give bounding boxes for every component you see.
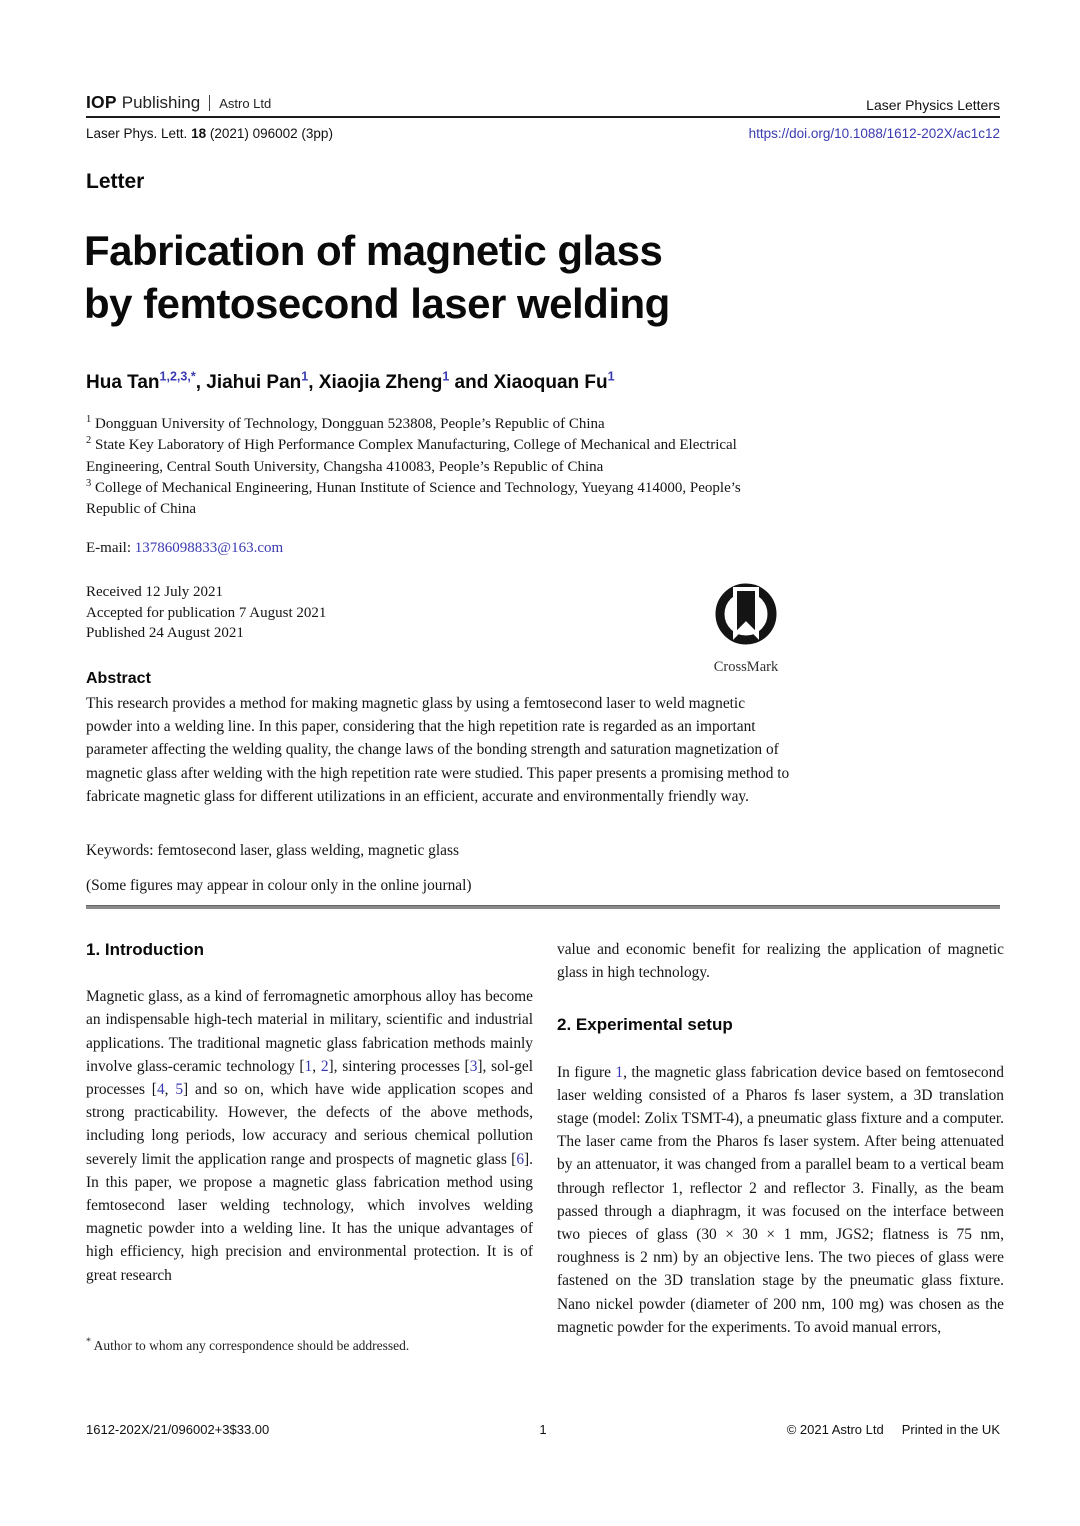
body-column-left [86, 938, 533, 1287]
published-date: Published 24 August 2021 [86, 625, 244, 642]
affiliation-2 [86, 435, 786, 478]
journal-name: Laser Physics Letters [866, 97, 1000, 113]
citation-line: Laser Phys. Lett. 18 (2021) 096002 (3pp) [86, 126, 333, 141]
section-1-heading: 1. Introduction [86, 940, 205, 959]
inline-link[interactable]: 5 [175, 1081, 184, 1099]
header-rule [86, 116, 1000, 118]
abstract-text: This research provides a method for making magnetic glass by using a femtosecond laser to weld magnetic powder into a welding line. In this paper, considering that the high repetition rate is regarded as an important parameter affecting the welding quality, the change laws of the bonding strength and saturation magnetization of magnetic glass after welding with the high repetition rate were studied. This paper presents a promising method to fabricate magnetic glass for different utilizations in an efficient, accurate and environmentally friendly way. [86, 695, 790, 805]
inline-link[interactable]: 6 [516, 1150, 525, 1168]
keywords-line: Keywords: femtosecond laser, glass welding, magnetic glass [86, 842, 459, 859]
inline-link[interactable]: 2 [320, 1057, 329, 1075]
email-line [86, 540, 283, 557]
affiliation-1-text: Dongguan University of Technology, Dongguan 523808, People’s Republic of China [91, 416, 605, 432]
inline-link[interactable]: 1 [301, 369, 309, 384]
affiliation-1-number: 1 [86, 414, 92, 425]
affiliation-3 [86, 478, 786, 521]
printed-text: Printed in the UK [901, 1422, 1000, 1437]
divider [209, 95, 210, 111]
body-column-right [557, 938, 1004, 1339]
inline-link[interactable]: 4 [156, 1081, 165, 1099]
crossmark-icon [708, 581, 784, 653]
corresponding-author-footnote: * Author to whom any correspondence should be addressed. [86, 1336, 410, 1353]
page-number: 1 [539, 1422, 547, 1437]
inline-link[interactable]: 1 [304, 1057, 313, 1075]
issn-price: 1612-202X/21/096002+3$33.00 [86, 1422, 270, 1437]
introduction-paragraph: Magnetic glass, as a kind of ferromagnetic amorphous alloy has become an indispensable high-tech material in military, scientific and industrial applications. The traditional magnetic glass fabrication methods mainly involve glass-ceramic technology [1, 2], sintering processes [3], sol-gel processes [4, 5] and so on, which have wide application scopes and strong practicability. However, the defects of the above methods, including long periods, low accuracy and serious chemical pollution severely limit the application range and prospects of magnetic glass [6]. In this paper, we propose a magnetic glass fabrication method using femtosecond laser welding technology, which involves welding magnetic powder into a welding line. It has the unique advantages of high efficiency, high precision and environmental protection. It is of great research [86, 988, 533, 1284]
email-link[interactable]: 13786098833@163.com [134, 540, 284, 556]
figures-note: (Some figures may appear in colour only in the online journal) [86, 877, 472, 894]
article-dates [86, 582, 326, 644]
inline-link[interactable]: 1,2,3,* [159, 369, 196, 384]
crossmark-badge[interactable] [703, 581, 789, 676]
doi-link[interactable]: https://doi.org/10.1088/1612-202X/ac1c12 [748, 126, 1000, 141]
article-type-label: Letter [86, 170, 145, 193]
inline-link[interactable]: 1 [615, 1063, 624, 1081]
publisher-logo [86, 92, 271, 113]
inline-link[interactable]: 3 [469, 1057, 478, 1075]
experimental-setup-paragraph: In figure 1, the magnetic glass fabrication device based on femtosecond laser welding consisted of a Pharos fs laser system, a 3D translation stage (model: Zolix TSMT-4), a pneumatic glass fixture and a computer. The laser came from the Pharos fs laser system. After being attenuated by an attenuator, it was changed from a parallel beam to a vertical beam through reflector 1, reflector 2 and reflector 3. Finally, as the beam passed through a diaphragm, it was focused on the interface between two pieces of glass (30 × 30 × 1 mm, JGS2; flatness is 75 nm, roughness is 2 nm) by an objective lens. The two pieces of glass were fastened on the 3D translation stage by the pneumatic glass fixture. Nano nickel powder (diameter of 200 nm, 100 mg) was chosen as the magnetic powder for the experiments. To avoid manual errors, [557, 1063, 1004, 1336]
accepted-date: Accepted for publication 7 August 2021 [86, 604, 327, 621]
section-2-heading: 2. Experimental setup [557, 1015, 733, 1035]
section-divider-rule [86, 905, 1000, 909]
inline-link[interactable]: 1 [442, 369, 450, 384]
authors-line: Hua Tan$^{1,2,3,*}$, Jiahui Pan$^1$, Xiaojia Zheng$^1$ and Xiaoquan Fu$^1$ [86, 369, 615, 393]
inline-link[interactable]: 1 [607, 369, 615, 384]
email-label: E-mail: [86, 540, 135, 556]
affiliations [86, 414, 786, 520]
publisher-header [86, 92, 1000, 113]
affiliation-3-number: 3 [86, 477, 92, 489]
abstract-heading: Abstract [86, 670, 151, 687]
affiliation-1 [86, 414, 786, 435]
affiliation-2-number: 2 [86, 435, 92, 447]
citation-header [86, 126, 1000, 141]
introduction-paragraph-continued: value and economic benefit for realizing the application of magnetic glass in high technology. [557, 941, 1004, 982]
article-title-line1: Fabrication of magnetic glass [84, 227, 663, 274]
copyright-text: © 2021 Astro Ltd [786, 1422, 884, 1437]
publisher-name: Publishing [121, 93, 201, 112]
affiliation-3-text: College of Mechanical Engineering, Hunan Institute of Science and Technology, Yueyang 414000, People’s Republic of China [86, 479, 741, 518]
copyright-line [787, 1422, 1000, 1437]
article-title [84, 224, 844, 330]
crossmark-label: CrossMark [713, 659, 779, 675]
article-title-line2: by femtosecond laser welding [84, 280, 670, 327]
iop-logo-text: IOP [86, 92, 117, 112]
publisher-sub-name: Astro Ltd [219, 96, 272, 111]
affiliation-2-text: State Key Laboratory of High Performance Complex Manufacturing, College of Mechanical and Electrical Engineering, Central South University, Changsha 410083, People’s Republic of China [86, 437, 737, 475]
received-date: Received 12 July 2021 [86, 584, 224, 600]
